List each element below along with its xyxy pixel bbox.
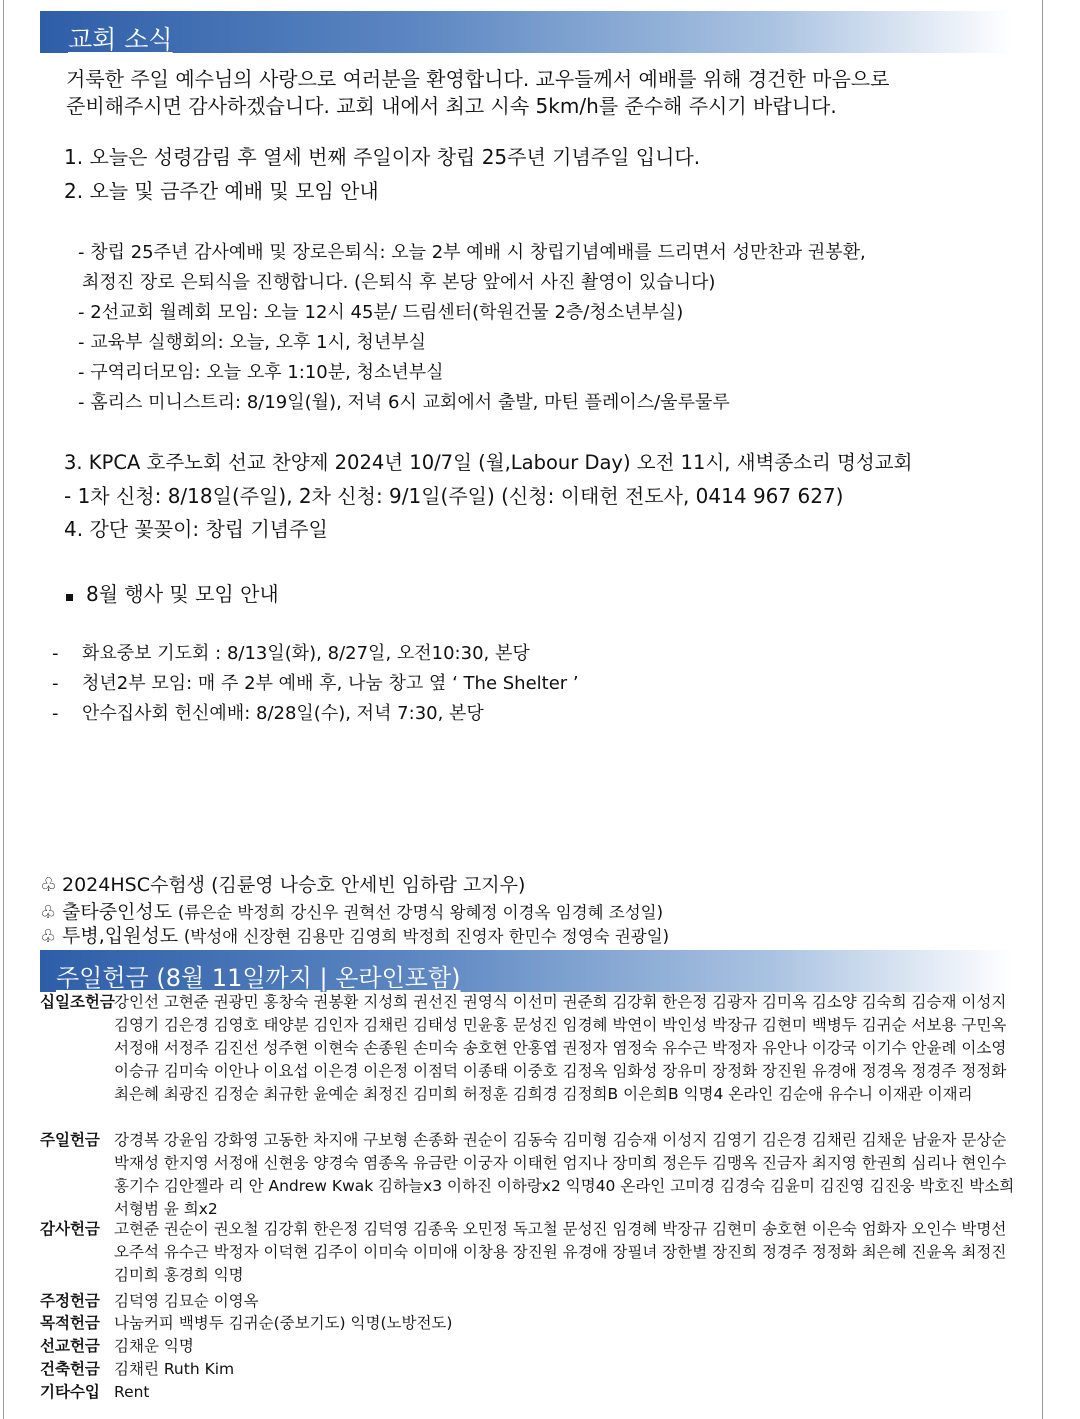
prayer-label: 투병,입원성도 (62, 925, 179, 947)
offering-names: 김덕영 김묘순 이영옥 (114, 1292, 259, 1310)
prayer-label: 출타중인성도 (62, 901, 173, 923)
news-item-3-detail: - 1차 신청: 8/18일(주일), 2차 신청: 9/1일(주일) (신청: 이태헌 전도사, 0414 967 627) (64, 484, 844, 508)
august-item: 안수집사회 헌신예배: 8/28일(수), 저녁 7:30, 본당 (82, 703, 484, 724)
page-edge-left (3, 0, 4, 1419)
offering-names: 강인선 고현준 권광민 홍창숙 권봉환 지성희 권선진 권영식 이선미 권준희 김강휘 한은정 김광자 김미옥 김소양 김숙희 김승재 이성지 김영기 김은경 김영호 태양분 김인자 김채린 김태성 민윤홍 문성진 임경혜 박연이 박인성 박장규 김현미 백병두 김귀순 서보용 구민옥 서정애 서정주 김진선 성주현 이현숙 손종원 손미숙 송호현 안홍엽 권정자 염정숙 유수근 박정자 유안나 이강국 이기수 안윤례 이소영 이승규 김미숙 이안나 이요섭 이은경 이은정 이점덕 이종태 이중호 김정옥 임화성 장유미 장정화 장진원 유경애 정경옥 정경주 정정화 최은혜 최광진 김정순 최규한 윤예순 최정진 김미희 허정훈 김희경 김정희B 이은희B 익명4 온라인 김순애 유수니 이재관 이재리 (114, 993, 1007, 1103)
offering-names: 김채운 익명 (114, 1337, 194, 1355)
church-news-title: 교회 소식 (68, 25, 173, 54)
offering-names: 나눔커피 백병두 김귀순(중보기도) 익명(노방전도) (114, 1314, 453, 1332)
clover-icon: ♧ (40, 874, 58, 896)
news-item-4: 4. 강단 꽃꽂이: 창립 기념주일 (64, 517, 328, 541)
prayer-names: (류은순 박정희 강신우 권혁선 강명식 왕혜정 이경옥 임경혜 조성일) (177, 903, 664, 922)
item2-detail: - 교육부 실행회의: 오늘, 오후 1시, 청년부실 (78, 332, 426, 353)
august-bullet (66, 594, 73, 601)
item2-detail: 최정진 장로 은퇴식을 진행합니다. (은퇴식 후 본당 앞에서 사진 촬영이 있습니다) (82, 272, 716, 293)
offering-label: 주정헌금 (40, 1292, 100, 1310)
offering-label: 선교헌금 (40, 1337, 100, 1355)
clover-icon: ♧ (40, 926, 57, 947)
prayer-label: 2024HSC수험생 (62, 874, 206, 896)
prayer-line (40, 871, 525, 899)
august-item: 청년2부 모임: 매 주 2부 예배 후, 나눔 창고 옆 ‘ The Shelter ’ (82, 673, 579, 694)
news-item-1: 1. 오늘은 성령감림 후 열세 번째 주일이자 창립 25주년 기념주일 입니다. (64, 145, 701, 169)
item2-detail: - 구역리더모임: 오늘 오후 1:10분, 청소년부실 (78, 362, 444, 383)
intro-line-2: 준비해주시면 감사하겠습니다. 교회 내에서 최고 시속 5km/h를 준수해 주시기 바랍니다. (66, 94, 837, 118)
offering-label: 기타수입 (40, 1383, 100, 1401)
offering-names: Rent (114, 1383, 150, 1401)
item2-detail: - 2선교회 월례회 모임: 오늘 12시 45분/ 드림센터(학원건물 2층/청소년부실) (78, 302, 684, 323)
offering-names: 강경복 강윤임 강화영 고동한 차지애 구보형 손종화 권순이 김동숙 김미형 김승재 이성지 김영기 김은경 김채린 김채운 남윤자 문상순 박재성 한지영 서정애 신현웅 양경숙 염종옥 유금란 이궁자 이태헌 엄지나 장미희 정은두 김맹옥 진금자 최지영 한권희 심리나 현인수 홍기수 김안젤라 리 안 Andrew Kwak 김하늘x3 이하진 이하랑x2 익명40 온라인 고미경 김경숙 김윤미 김진영 김진웅 박호진 박소희 서형범 윤 희x2 (114, 1131, 1015, 1218)
offering-label: 주일헌금 (40, 1131, 100, 1149)
prayer-names: (김륜영 나승호 안세빈 임하람 고지우) (211, 874, 526, 896)
august-dash: - (52, 643, 59, 664)
august-heading: 8월 행사 및 모임 안내 (86, 582, 279, 606)
intro-line-1: 거룩한 주일 예수님의 사랑으로 여러분을 환영합니다. 교우들께서 예배를 위해 경건한 마음으로 (66, 67, 890, 91)
item2-detail: - 홈리스 미니스트리: 8/19일(월), 저녁 6시 교회에서 출발, 마틴 플레이스/울루물루 (78, 392, 730, 413)
offering-label: 십일조헌금 (40, 993, 115, 1011)
clover-icon: ♧ (40, 902, 57, 923)
offering-names: 김채린 Ruth Kim (114, 1360, 235, 1378)
offering-label: 목적헌금 (40, 1314, 100, 1332)
offering-label: 건축헌금 (40, 1360, 100, 1378)
august-item: 화요중보 기도회 : 8/13일(화), 8/27일, 오전10:30, 본당 (82, 643, 530, 664)
prayer-line (40, 922, 669, 951)
news-item-2: 2. 오늘 및 금주간 예배 및 모임 안내 (64, 179, 379, 203)
offerings-title: 주일헌금 (8월 11일까지 | 온라인포함) (56, 964, 461, 992)
news-item-3: 3. KPCA 호주노회 선교 찬양제 2024년 10/7일 (월,Labour Day) 오전 11시, 새벽종소리 명성교회 (64, 451, 913, 474)
prayer-names: (박성애 신장현 김용만 김영희 박정희 진영자 한민수 정영숙 권광일) (183, 927, 670, 946)
august-dash: - (52, 703, 59, 724)
august-dash: - (52, 673, 59, 694)
item2-detail: - 창립 25주년 감사예배 및 장로은퇴식: 오늘 2부 예배 시 창립기념예배를 드리면서 성만찬과 권봉환, (78, 242, 866, 263)
offering-label: 감사헌금 (40, 1220, 100, 1238)
church-news-banner (40, 11, 1012, 53)
page-edge-right (1042, 0, 1043, 1419)
offering-names: 고현준 권순이 권오철 김강휘 한은정 김덕영 김종욱 오민정 독고철 문성진 임경혜 박장규 김현미 송호현 이은숙 엄화자 오인수 박명선 오주석 유수근 박정자 이덕현 김주이 이미숙 이미애 이창용 장진원 유경애 장필녀 장한별 장진희 정경주 정정화 최은혜 진윤옥 최정진 김미희 홍경희 익명 (114, 1220, 1007, 1284)
